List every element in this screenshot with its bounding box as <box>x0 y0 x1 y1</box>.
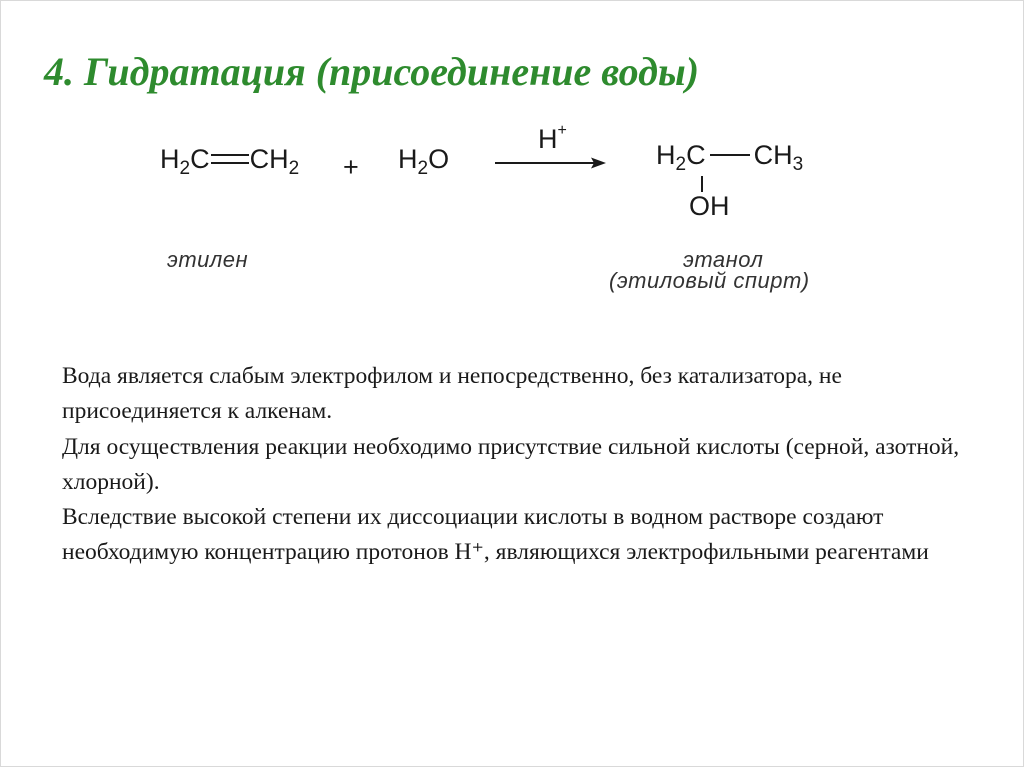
ethylene-label: этилен <box>167 247 249 272</box>
ethanol-ch-subscript: 3 <box>792 154 804 175</box>
ethanol-formula <box>656 140 804 175</box>
water-h-subscript: 2 <box>417 158 429 179</box>
ethanol-h: H <box>656 140 676 170</box>
ethanol-c: C <box>686 140 706 170</box>
ethylene-h-subscript: 2 <box>179 158 191 179</box>
ethylene-formula <box>160 144 300 179</box>
ethanol-ch: CH <box>753 140 793 170</box>
ethanol-alt-label: (этиловый спирт) <box>609 268 810 293</box>
slide-title: 4. Гидратация (присоединение воды) <box>44 49 700 94</box>
ethanol-h-subscript: 2 <box>675 154 687 175</box>
catalyst-h: H <box>538 124 558 154</box>
catalyst-charge: + <box>557 122 567 139</box>
plus-sign: + <box>343 152 359 182</box>
water-o: O <box>428 144 450 174</box>
water-h: H <box>398 144 418 174</box>
water-formula <box>398 144 450 179</box>
catalyst-formula <box>538 122 567 154</box>
vertical-bond <box>701 176 703 192</box>
hydroxyl-group: OH <box>689 191 730 221</box>
double-bond <box>211 154 249 164</box>
single-bond <box>710 154 750 156</box>
paragraph-weak-electrophile: Вода является слабым электрофилом и непосредственно, без катализатора, не присоединяется к алкенам. <box>62 363 842 425</box>
explanation-text <box>62 359 962 571</box>
ethylene-c: C <box>190 144 210 174</box>
ethanol-label: этанол <box>683 247 764 272</box>
reaction-arrow-icon <box>495 156 607 170</box>
paragraph-strong-acid: Для осуществления реакции необходимо присутствие сильной кислоты (серной, азотной, хлорной). <box>62 433 960 495</box>
paragraph-protons: Вследствие высокой степени их диссоциации кислоты в водном растворе создают необходимую концентрацию протонов Н⁺, являющихся электрофильными реагентами <box>62 504 929 566</box>
ethylene-ch: CH <box>249 144 289 174</box>
ethylene-ch-subscript: 2 <box>288 158 300 179</box>
ethylene-h: H <box>160 144 180 174</box>
